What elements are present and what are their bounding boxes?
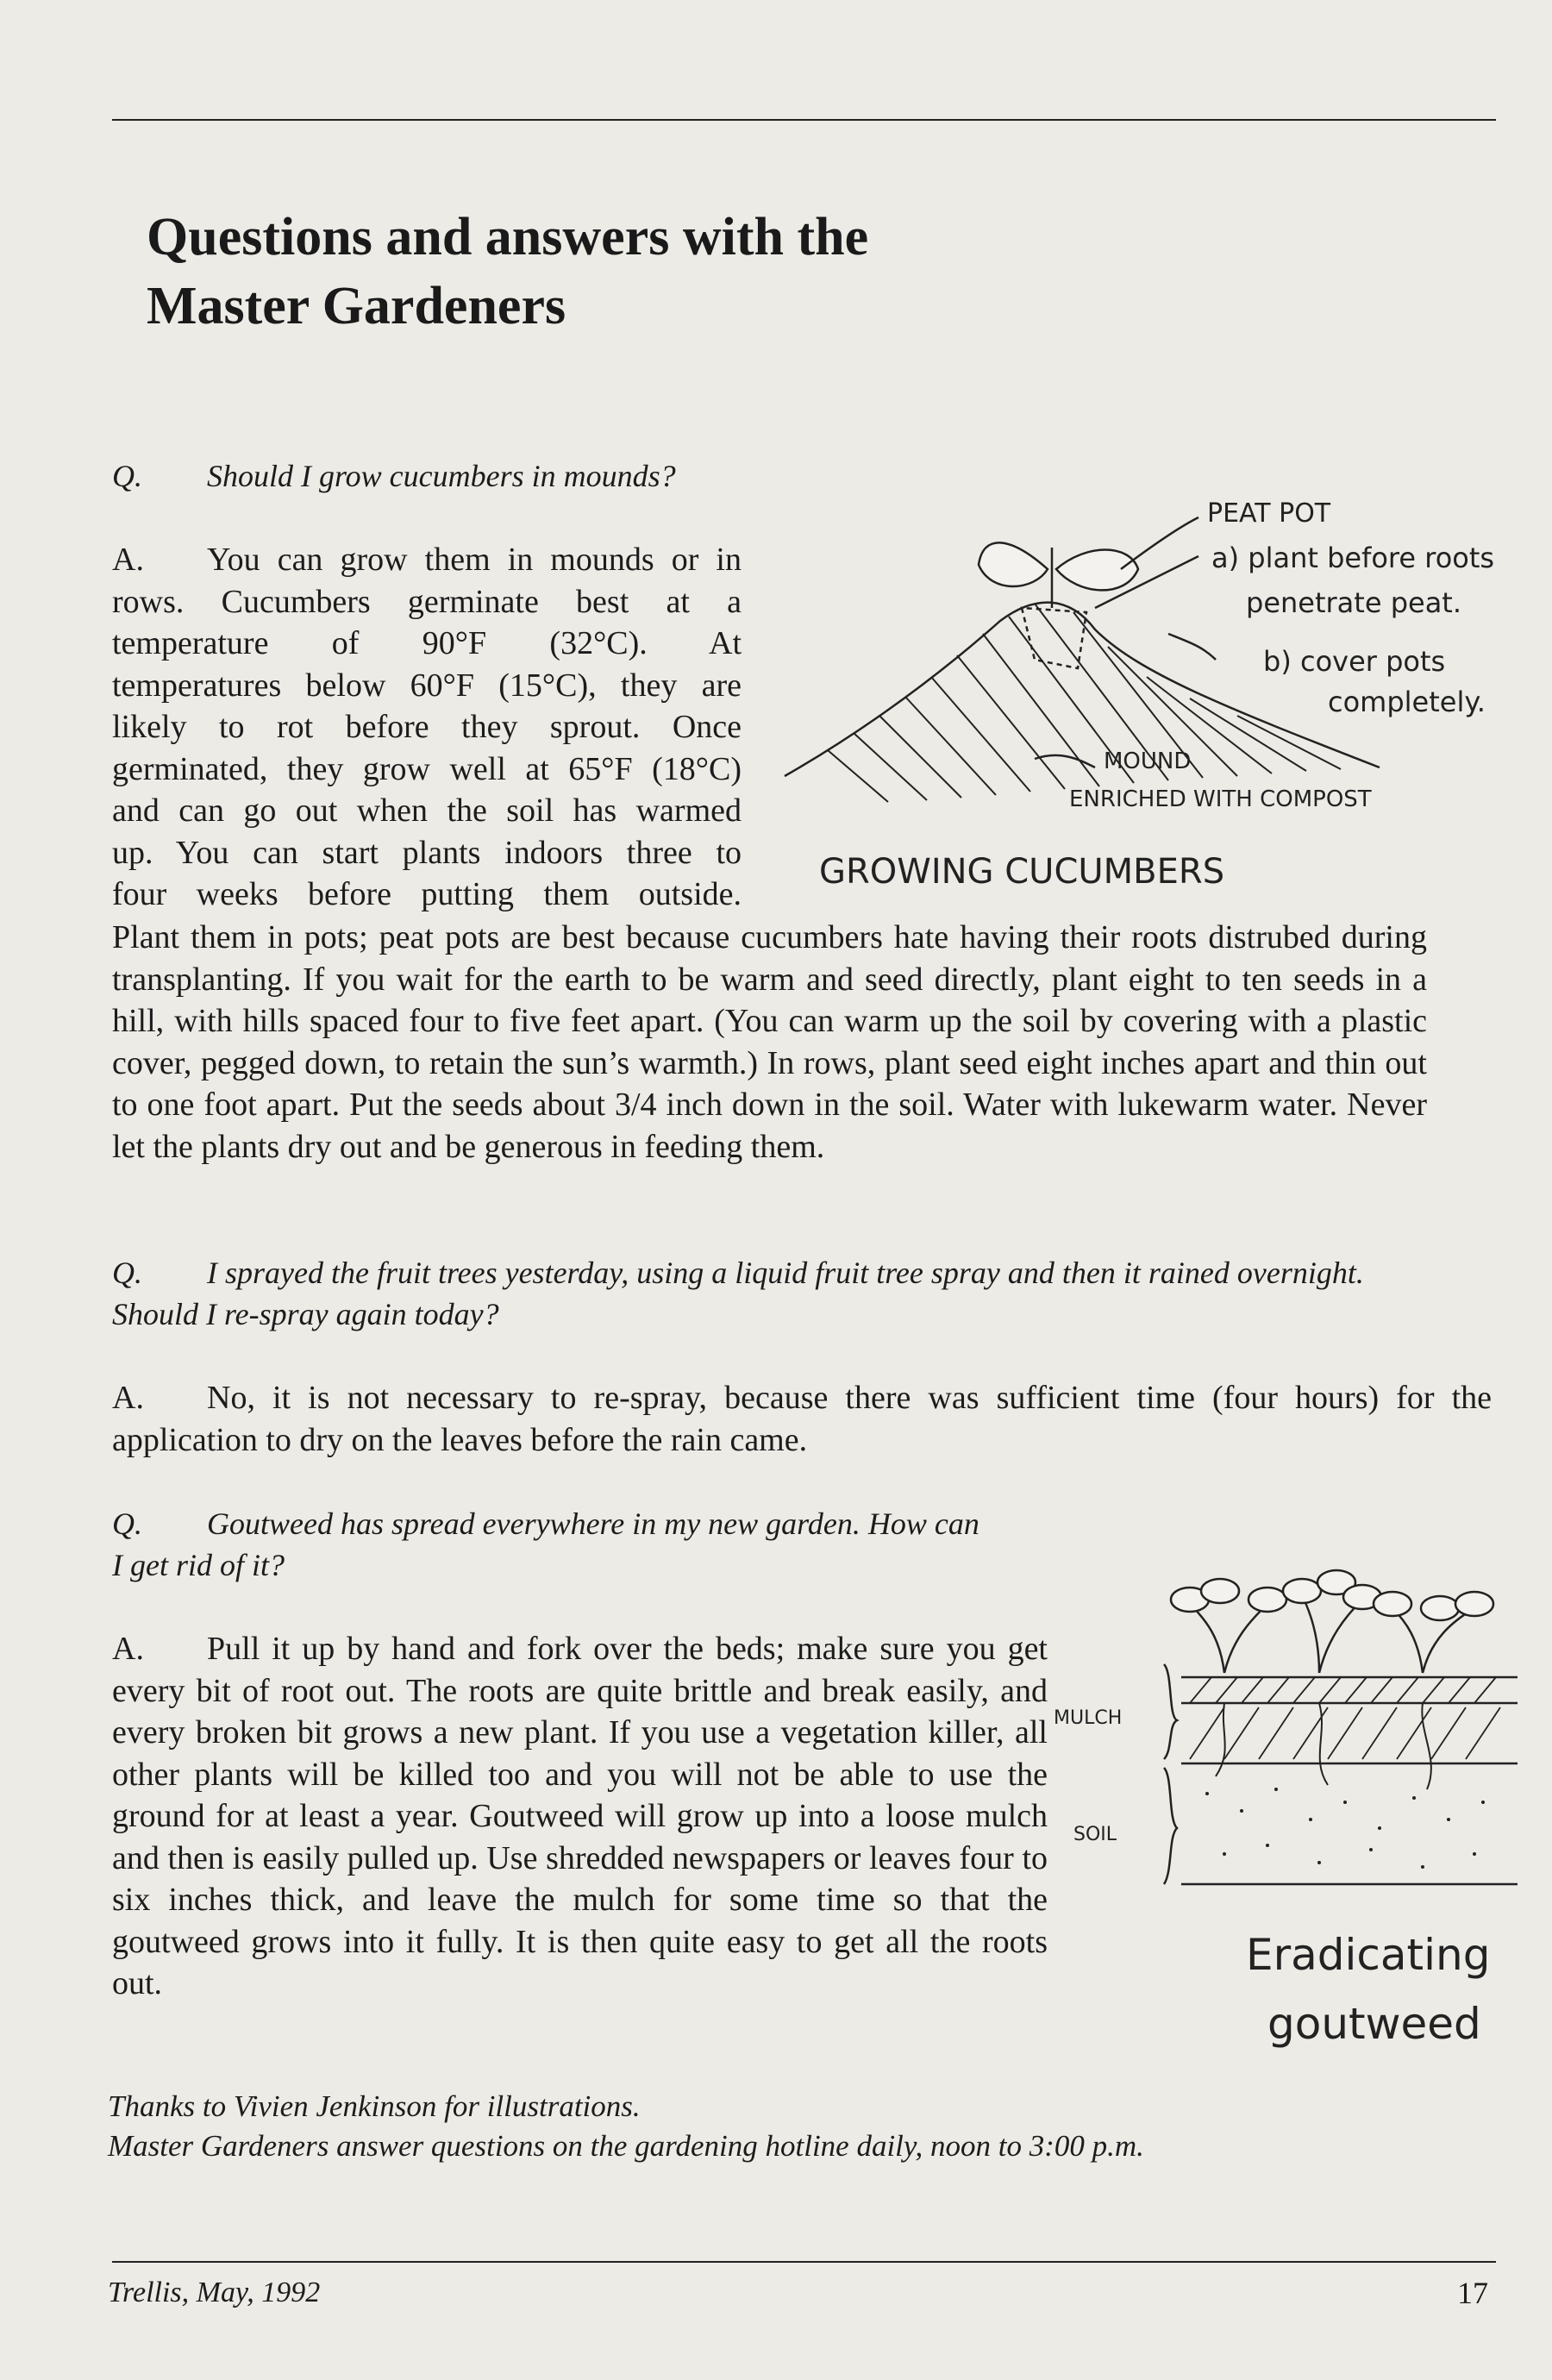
page-number: 17 — [1457, 2276, 1488, 2310]
plant-1-stems — [1190, 1604, 1267, 1673]
question-2 — [112, 1252, 1492, 1335]
goutweed-caption-line1: Eradicating — [1246, 1930, 1491, 1980]
answer-line: temperature of 90°F (32°C). At — [112, 625, 742, 661]
answer-line: up. You can start plants indoors three to — [112, 834, 742, 871]
answer-text: Pull it up by hand and fork over the beds; make sure you get every bit of root out. The roots are quite brittle and break easily, and every broken bit grows a new plant. If you use a vegetation killer, all other plants will be killed too and you will not be able to use the ground for at least a year. Goutweed will grow up into a loose mulch and then is easily pulled up. Use shredded newspapers or leaves four to six inches thick, and leave the mulch for some time so that the goutweed grows into it fully. It is then quite easy to get all the roots out. — [112, 1631, 1048, 2001]
article-title: Questions and answers with the Master Gardeners — [147, 208, 869, 335]
mound-label: MOUND — [1104, 748, 1192, 774]
soil-label: SOIL — [1073, 1824, 1117, 1845]
q-label: Q. — [112, 459, 142, 493]
soil-dots — [1205, 1788, 1485, 1869]
peat-pot-label: PEAT POT — [1207, 498, 1331, 529]
left-leaf-shape — [979, 542, 1048, 586]
cucumber-caption: GROWING CUCUMBERS — [819, 852, 1225, 892]
question-text: Should I grow cucumbers in mounds? — [207, 459, 676, 493]
mulch-brace — [1164, 1664, 1177, 1759]
goutweed-caption-line2: goutweed — [1267, 1999, 1481, 2049]
question-text-cont: Should I re-spray again today? — [112, 1297, 499, 1331]
answer-2 — [112, 1377, 1492, 1461]
answer-line: rows. Cucumbers germinate best at a — [112, 583, 742, 620]
note-a-line2: penetrate peat. — [1246, 586, 1462, 619]
q-label: Q. — [112, 1256, 142, 1290]
mulch-hatching — [1190, 1677, 1500, 1759]
goutweed-illustration — [1061, 1544, 1535, 1906]
goutweed-leaves — [1171, 1570, 1493, 1620]
q-label: Q. — [112, 1506, 142, 1541]
answer-line: You can grow them in mounds or in — [207, 542, 742, 578]
answer-line: and can go out when the soil has warmed — [112, 792, 742, 829]
illustration-credits — [108, 2087, 1401, 2166]
note-b-line2: completely. — [1328, 686, 1486, 718]
a-label: A. — [112, 542, 144, 578]
answer-3 — [112, 1628, 1048, 2005]
bottom-rule — [112, 2261, 1496, 2263]
credit-line-2: Master Gardeners answer questions on the gardening hotline daily, noon to 3:00 p.m. — [108, 2129, 1144, 2163]
question-3 — [112, 1503, 1061, 1586]
credit-line-1: Thanks to Vivien Jenkinson for illustrations. — [108, 2089, 641, 2123]
answer-text: No, it is not necessary to re-spray, because there was sufficient time (four hours) for the application to dry on the leaves before the rain came. — [112, 1380, 1492, 1458]
question-1 — [112, 455, 676, 497]
right-leaf-shape — [1056, 550, 1138, 591]
answer-line: temperatures below 60°F (15°C), they are — [112, 667, 742, 704]
mulch-label: MULCH — [1054, 1707, 1123, 1729]
soil-brace — [1164, 1768, 1177, 1884]
note-a-line1: a) plant before roots — [1211, 542, 1495, 574]
a-label: A. — [112, 1631, 144, 1667]
publication-footer: Trellis, May, 1992 — [108, 2277, 321, 2308]
mound-hatching — [828, 604, 1341, 802]
answer-1-continued: Plant them in pots; peat pots are best because cucumbers hate having their roots distrubed during transplanting. If you wait for the earth to be warm and seed directly, plant eight to ten seeds in a hill, with hills spaced four to five feet apart. (You can warm up the soil by covering with a plastic cover, pegged down, to retain the sun’s warmth.) In rows, plant seed eight inches apart and thin out to one foot apart. Put the seeds about 3/4 inch down in the soil. Water with lukewarm water. Never let the plants dry out and be generous in feeding them. — [112, 919, 1427, 1165]
goutweed-roots — [1216, 1703, 1431, 1789]
question-text: I sprayed the fruit trees yesterday, using a liquid fruit tree spray and then it rained overnight. — [207, 1256, 1364, 1290]
note-b-line1: b) cover pots — [1263, 645, 1446, 678]
pointer-note-b — [1168, 634, 1216, 660]
a-label: A. — [112, 1380, 144, 1416]
pointer-mound — [1035, 755, 1095, 767]
answer-line: germinated, they grow well at 65°F (18°C) — [112, 750, 742, 787]
question-text: Goutweed has spread everywhere in my new garden. How can — [207, 1506, 979, 1541]
answer-1-lines — [112, 539, 742, 916]
top-rule — [112, 119, 1496, 121]
enriched-label: ENRICHED WITH COMPOST — [1069, 786, 1372, 812]
question-text-cont: I get rid of it? — [112, 1548, 285, 1582]
answer-line: four weeks before putting them outside. — [112, 876, 742, 912]
answer-line: likely to rot before they sprout. Once — [112, 709, 742, 745]
mound-outline — [785, 603, 1380, 776]
